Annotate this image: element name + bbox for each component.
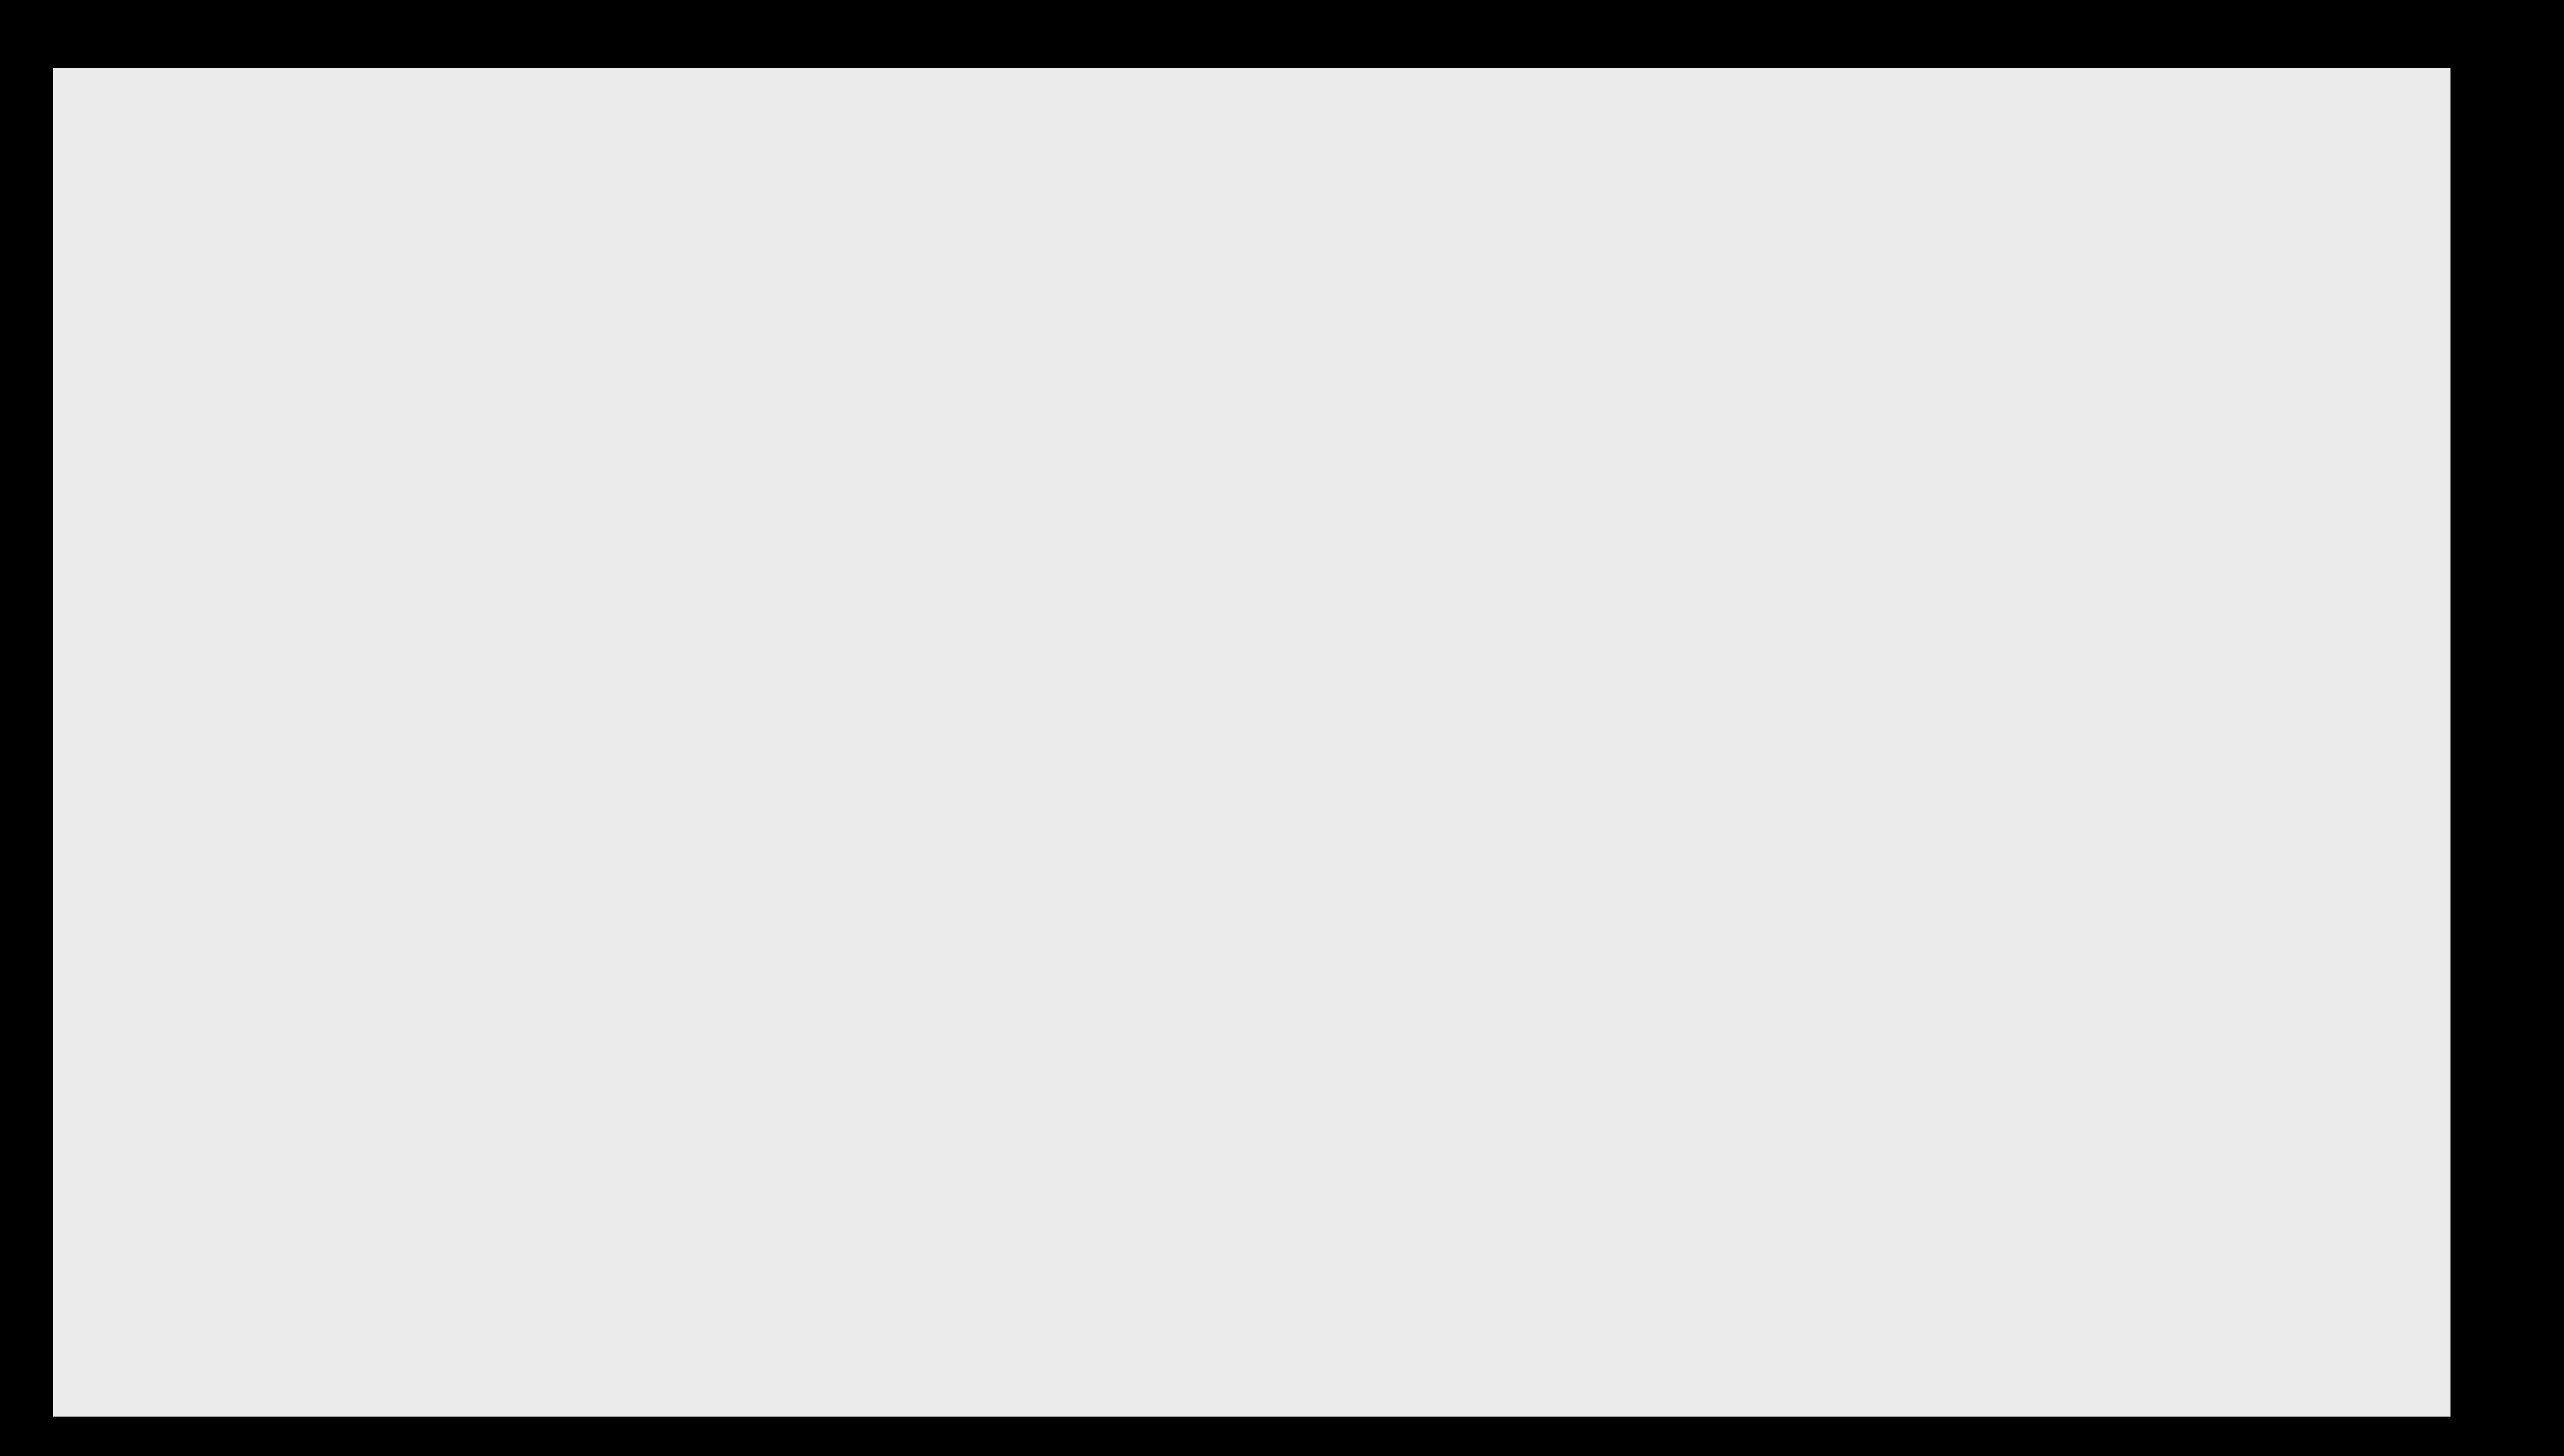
ruled-grid: [53, 68, 2450, 1417]
census-card: [53, 68, 2450, 1417]
vnenadel-group: [64, 1234, 117, 1385]
workers-caption: [304, 515, 350, 938]
population-caption: [1893, 499, 1931, 923]
